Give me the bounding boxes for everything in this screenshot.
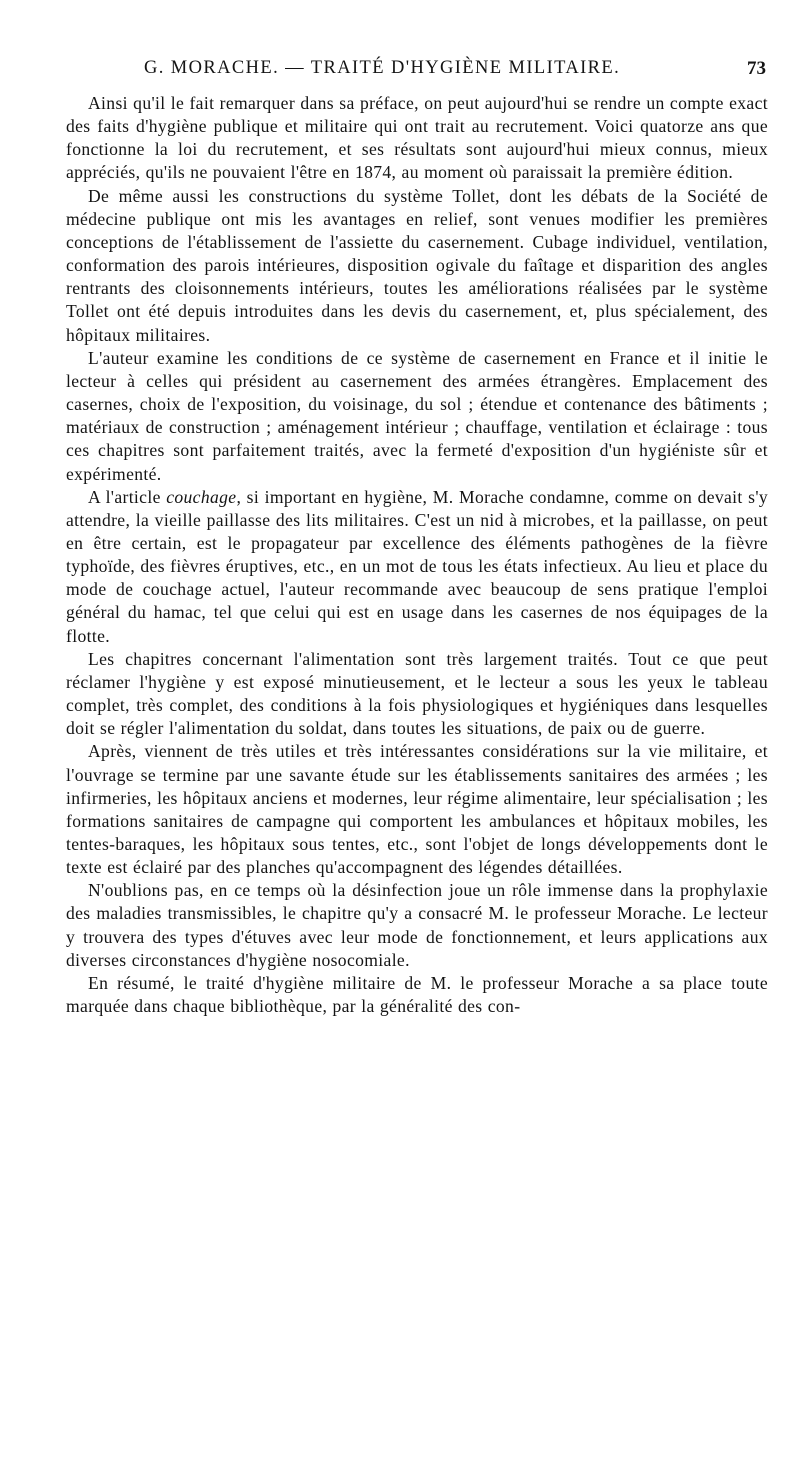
paragraph-disinfection: N'oublions pas, en ce temps où la désinfection joue un rôle immense dans la prophylaxie des maladies transmissibles, le chapitre qu'y a consacré M. le professeur Morache. Le lecteur y trouvera des types d'étuves avec leur mode de fonctionnement, et leurs applications aux diverses circonstances d'hygiène nosocomiale. xyxy=(66,880,768,970)
body-text xyxy=(66,92,768,1018)
bedding-text-end: , si important en hygiène, M. Morache condamne, comme on devait s'y attendre, la vieille paillasse des lits militaires. C'est un nid à microbes, et la paillasse, on peut en être certain, est le propagateur par excellence des éléments pathogènes de la fièvre typhoïde, des fièvres éruptives, etc., en un mot de tous les états infectieux. Au lieu et place du mode de couchage actuel, l'auteur recommande avec beaucoup de sens pratique l'emploi général du hamac, tel que celui qui est en usage dans les casernes de nos équipages de la flotte. xyxy=(66,486,769,646)
running-head: G. MORACHE. — TRAITÉ D'HYGIÈNE MILITAIRE. xyxy=(144,58,621,78)
document-page xyxy=(66,52,768,1018)
paragraph-recruitment: Ainsi qu'il le fait remarquer dans sa préface, on peut aujourd'hui se rendre un compte exact des faits d'hygiène publique et militaire qui ont trait au recrutement. Voici quatorze ans que fonctionne la loi du recrutement, et ses résultats sont aujourd'hui mieux connus, mieux appréciés, qu'ils ne pouvaient l'être en 1874, au moment où paraissait la première édition. xyxy=(66,93,768,183)
bedding-emphasis: couchage xyxy=(166,486,237,507)
paragraph-sanitary-establishments: Après, viennent de très utiles et très intéressantes considérations sur la vie militaire, et l'ouvrage se termine par une savante étude sur les établissements sanitaires des armées ; les infirmeries, les hôpitaux anciens et modernes, leur régime alimentaire, leur spécialisation ; les formations sanitaires de campagne qui comportent les ambulances et hôpitaux mobiles, les tentes-baraques, les hôpitaux sous tentes, etc., sont l'objet de longs développements dont le texte est éclairé par des planches qu'accompagnent des légendes détaillées. xyxy=(66,741,768,878)
page-number: 73 xyxy=(747,58,766,79)
paragraph-tollet-system: De même aussi les constructions du système Tollet, dont les débats de la Société de médecine publique ont mis les avantages en relief, sont venues modifier les premières conceptions de l'établissement de l'assiette du casernement. Cubage individuel, ventilation, conformation des parois intérieures, disposition ogivale du faîtage et disparition des angles rentrants des cloisonnements intérieurs, toutes les améliorations réalisées par le système Tollet ont été depuis introduites dans les devis du casernement, et, plus spécialement, des hôpitaux militaires. xyxy=(66,185,768,345)
paragraph-barracks: L'auteur examine les conditions de ce système de casernement en France et il initie le lecteur à celles qui président au casernement des armées étrangères. Emplacement des casernes, choix de l'exposition, du voisinage, du sol ; étendue et contenance des bâtiments ; matériaux de construction ; aménagement intérieur ; chauffage, ventilation et éclairage : tous ces chapitres sont parfaitement traités, avec la fermeté d'exposition d'un hygiéniste sûr et expérimenté. xyxy=(66,347,768,484)
paragraph-alimentation: Les chapitres concernant l'alimentation sont très largement traités. Tout ce que peut réclamer l'hygiène y est exposé minutieusement, et le lecteur a sous les yeux le tableau complet, très complet, des conditions à la fois physiologiques et hygiéniques dans lesquelles doit se régler l'alimentation du soldat, dans toutes les situations, de paix ou de guerre. xyxy=(66,648,768,739)
bedding-text-start: A l'article xyxy=(88,486,167,507)
paragraph-summary: En résumé, le traité d'hygiène militaire de M. le professeur Morache a sa place toute marquée dans chaque bibliothèque, par la généralité des con- xyxy=(66,972,768,1017)
paragraph-bedding xyxy=(66,486,768,648)
page-header xyxy=(66,52,768,86)
